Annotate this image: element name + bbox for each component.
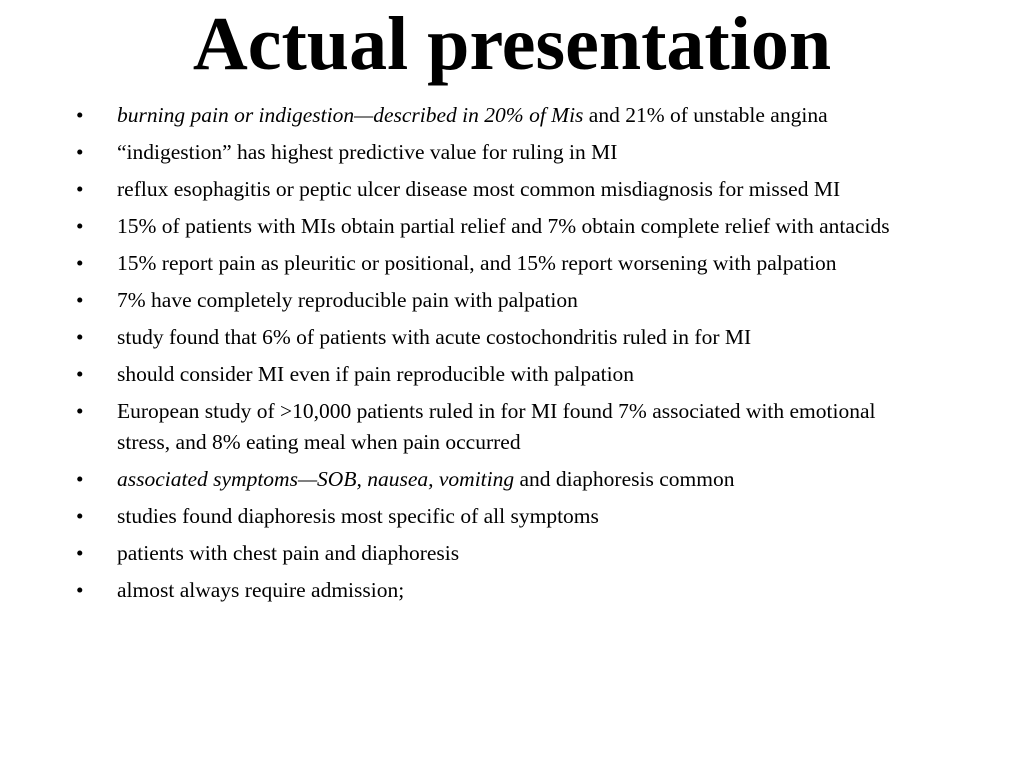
- bullet-dot-icon: •: [76, 288, 84, 312]
- bullet-item: [0, 396, 1024, 458]
- bullet-item: [0, 174, 1024, 205]
- bullet-item: [0, 100, 1024, 131]
- bullet-text: 15% of patients with MIs obtain partial relief and 7% obtain complete relief with antacids: [117, 214, 890, 238]
- bullet-text: study found that 6% of patients with acute costochondritis ruled in for MI: [117, 325, 752, 349]
- bullet-dot-icon: •: [76, 140, 84, 164]
- bullet-dot-icon: •: [76, 177, 84, 201]
- bullet-text: 7% have completely reproducible pain with palpation: [117, 288, 578, 312]
- bullet-item: [0, 137, 1024, 168]
- bullet-text: studies found diaphoresis most specific of all symptoms: [117, 504, 599, 528]
- bullet-item: [0, 464, 1024, 495]
- bullet-item: [0, 322, 1024, 353]
- bullet-text: reflux esophagitis or peptic ulcer disease most common misdiagnosis for missed MI: [117, 177, 841, 201]
- bullet-dot-icon: •: [76, 251, 84, 275]
- bullet-dot-icon: •: [76, 214, 84, 238]
- bullet-item: [0, 538, 1024, 569]
- bullet-text: 15% report pain as pleuritic or positional, and 15% report worsening with palpation: [117, 251, 837, 275]
- slide-title: Actual presentation: [192, 2, 832, 86]
- bullet-item: [0, 359, 1024, 390]
- bullet-text: almost always require admission;: [117, 578, 405, 602]
- bullet-item: [0, 575, 1024, 606]
- bullet-item: [0, 211, 1024, 242]
- bullet-italic-text: associated symptoms—SOB, nausea, vomiting: [117, 467, 515, 491]
- bullet-dot-icon: •: [76, 362, 84, 386]
- bullet-dot-icon: •: [76, 325, 84, 349]
- bullet-list: [0, 100, 1024, 612]
- bullet-text: and 21% of unstable angina: [583, 103, 828, 127]
- bullet-item: [0, 285, 1024, 316]
- bullet-dot-icon: •: [76, 467, 84, 491]
- bullet-text: should consider MI even if pain reproducible with palpation: [117, 362, 635, 386]
- bullet-text: and diaphoresis common: [514, 467, 735, 491]
- bullet-italic-text: burning pain or indigestion—described in 20% of Mis: [117, 103, 584, 127]
- bullet-dot-icon: •: [76, 504, 84, 528]
- bullet-item: [0, 248, 1024, 279]
- bullet-text: European study of >10,000 patients ruled in for MI found 7% associated with emotional stress, and 8% eating meal when pain occurred: [117, 399, 876, 454]
- bullet-text: patients with chest pain and diaphoresis: [117, 541, 460, 565]
- bullet-item: [0, 501, 1024, 532]
- bullet-dot-icon: •: [76, 103, 84, 127]
- bullet-dot-icon: •: [76, 541, 84, 565]
- bullet-text: “indigestion” has highest predictive value for ruling in MI: [117, 140, 618, 164]
- bullet-dot-icon: •: [76, 578, 84, 602]
- bullet-dot-icon: •: [76, 399, 84, 423]
